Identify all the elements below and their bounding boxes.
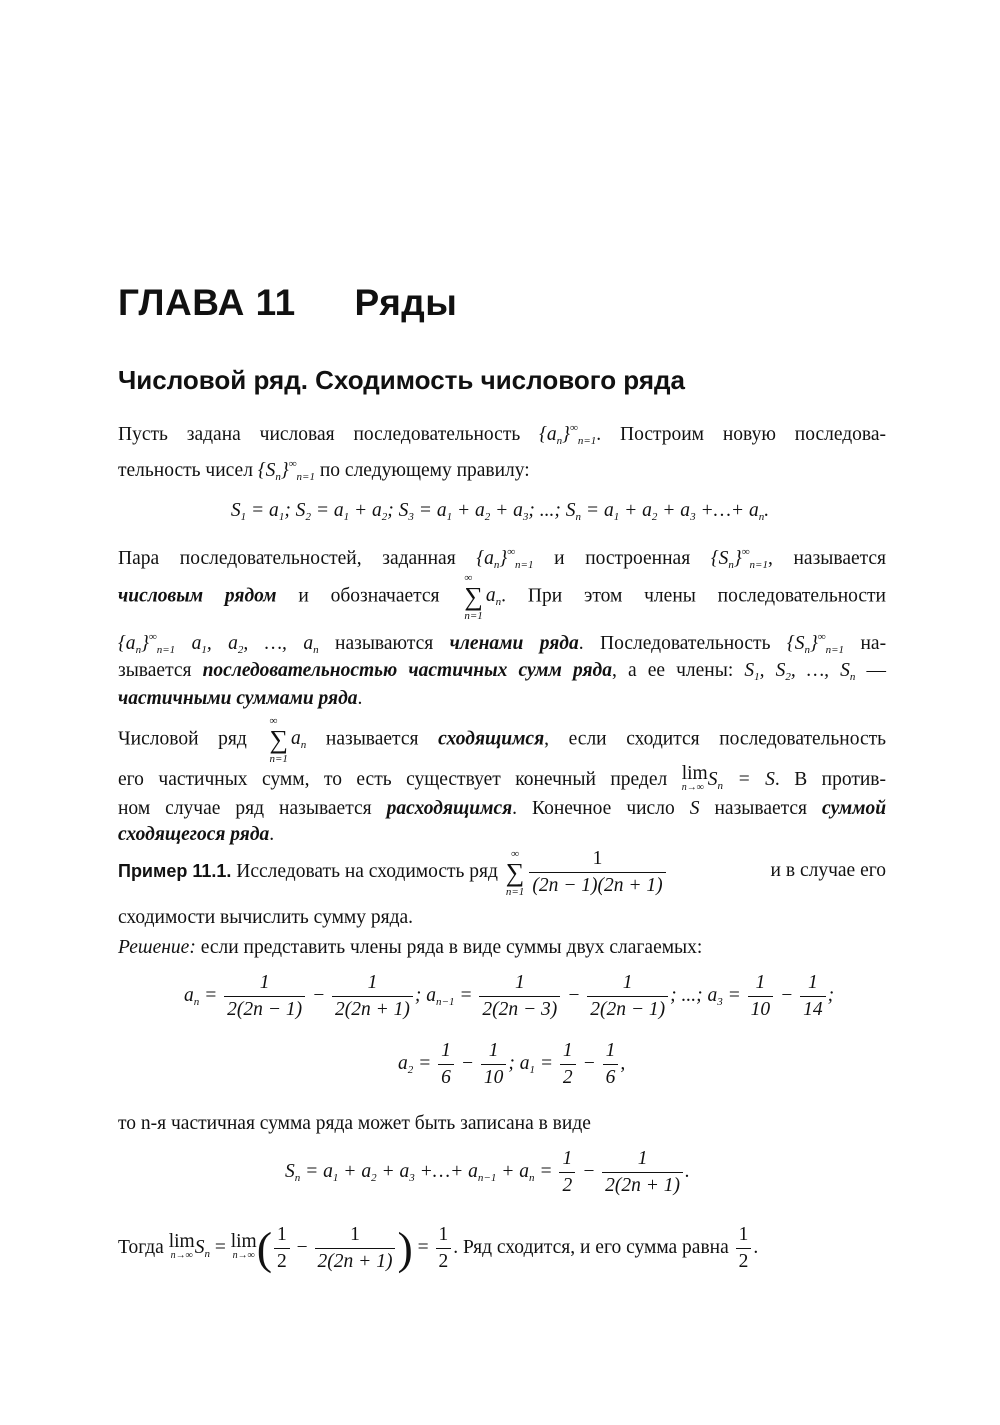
chapter-number: ГЛАВА 11 xyxy=(118,282,296,323)
paragraph-2-line-3: $\{a_n\}^\infty_{n=1}$ $a_1$, $a_2$, …, $a_n$ называются членами ряда. Последовательность $\{S_n\}^\infty_{n=1}$ на- xyxy=(118,631,887,656)
solution-line-2: то n-я частичная сумма ряда может быть записана в виде xyxy=(118,1113,591,1134)
paragraph-2-line-1: Пара последовательностей, заданная $\{a_n\}^\infty_{n=1}$ и построенная $\{S_n\}^\infty_{n=1}$, называется xyxy=(118,546,887,571)
paragraph-3-line-2: его частичных сумм, то есть существует конечный предел lim n→∞ $S_n = S$. В против- xyxy=(118,762,886,793)
formula-partial-sums: $S_1 = a_1$; $S_2 = a_1 + a_2$; $S_3 = a_1 + a_2 + a_3$; ...; $S_n = a_1 + a_2 + a_3$ +…+ $a_n$. xyxy=(230,500,770,523)
chapter-title: Ряды xyxy=(354,282,458,323)
solution-line-1: Решение: если представить члены ряда в виде суммы двух слагаемых: xyxy=(118,937,703,958)
solution-label: Решение: xyxy=(118,937,196,958)
paragraph-3-line-4: сходящегося ряда. xyxy=(118,824,275,845)
paragraph-2-line-2: числовым рядом и обозначается ∞ ∑ n=1 $a_n$. При этом члены последовательности xyxy=(118,572,886,622)
paragraph-2-line-4: зывается последовательностью частичных сумм ряда, а ее члены: $S_1$, $S_2$, …, $S_n$ — xyxy=(118,660,887,683)
paragraph-1-line-2: тельность чисел $\{S_n\}^\infty_{n=1}$ по следующему правилу: xyxy=(118,458,530,483)
section-title: Числовой ряд. Сходимость числового ряда xyxy=(118,365,685,395)
example-line-2: сходимости вычислить сумму ряда. xyxy=(118,907,414,928)
example-label: Пример 11.1. xyxy=(118,860,232,881)
example-line-1: Пример 11.1. Исследовать на сходимость ряд ∞ ∑ n=1 $\frac{1}{(2n - 1)(2n + 1)}$ и в случае его xyxy=(118,847,886,898)
paragraph-3-line-1: Числовой ряд ∞ ∑ n=1 $a_n$ называется сходящимся, если сходится последовательность xyxy=(118,715,887,765)
paragraph-3-line-3: ном случае ряд называется расходящимся. Конечное число S называется суммой xyxy=(118,798,887,819)
paragraph-2-line-5: частичными суммами ряда. xyxy=(118,688,363,709)
formula-terms-2: $a_2$ = $\frac{1}{6}$ − $\frac{1}{10}$ ; $a_1$ = $\frac{1}{2}$ − $\frac{1}{6}$ , xyxy=(398,1040,626,1088)
paragraph-1-line-1: Пусть задана числовая последовательность $\{a_n\}^\infty_{n=1}$. Построим новую последова- xyxy=(118,422,887,447)
solution-line-3: Тогда lim n→∞ $S_n$ = lim n→∞ ( $\frac{1}{2}$ − $\frac{1}{2(2n + 1)}$ ) = $\frac{1}{2}$ . Ряд сходится, и его сумма равна $\frac{1}{2}$ . xyxy=(118,1222,759,1274)
formula-terms-1: $a_n$ = $\frac{1}{2(2n - 1)}$ − $\frac{1}{2(2n + 1)}$ ; $a_{n-1}$ = $\frac{1}{2(2n - 3)}$ − $\frac{1}{2(2n - 1)}$ ; ...; $a_3$ = $\frac{1}{10}$ − $\frac{1}{14}$ ; xyxy=(184,972,835,1020)
chapter-heading xyxy=(118,282,457,324)
formula-nth-sum: $S_n = a_1 + a_2 + a_3$ +…+ $a_{n-1} + a_n$ = $\frac{1}{2}$ − $\frac{1}{2(2n + 1)}$ . xyxy=(285,1148,690,1196)
